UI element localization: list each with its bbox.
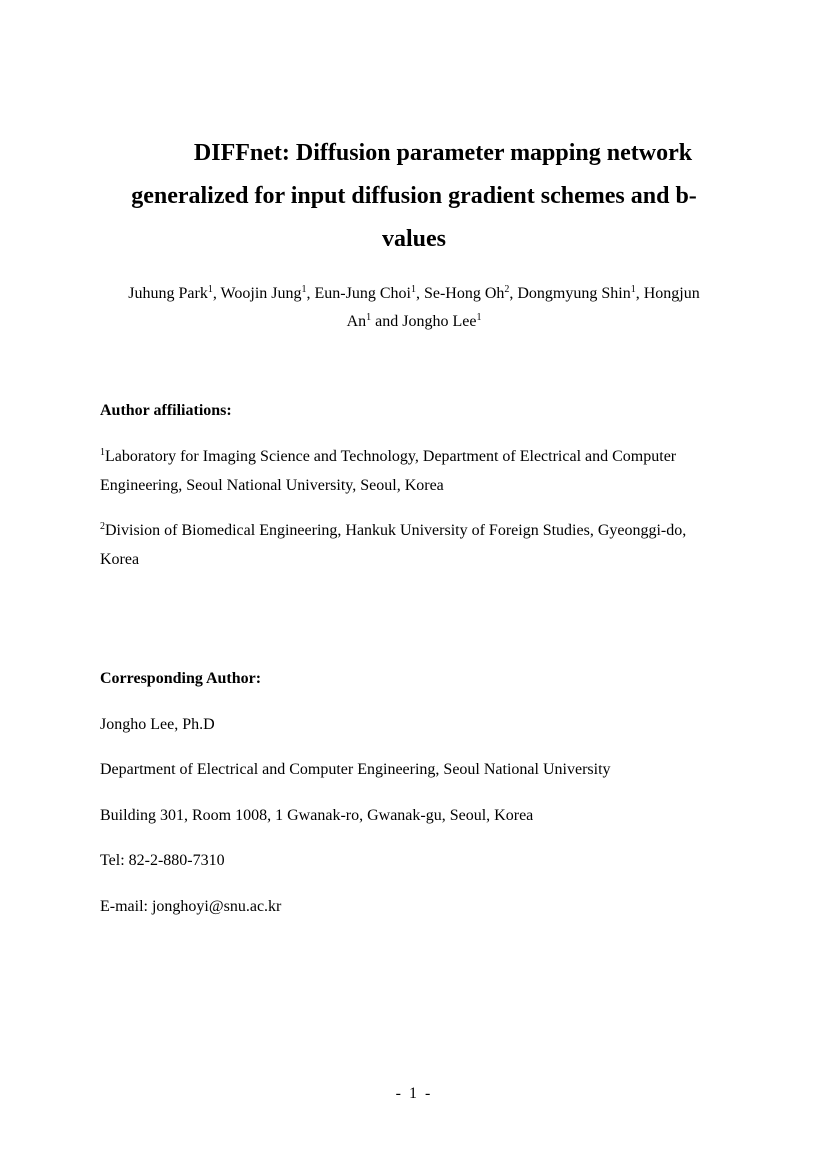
affiliation-1-line-2: Engineering, Seoul National University, Seoul, Korea <box>100 477 444 494</box>
title-line-3: values <box>381 226 446 252</box>
author-name-second-part: An <box>346 313 367 330</box>
author-name: Dongmyung Shin <box>517 285 631 302</box>
author-line-1 <box>100 280 728 308</box>
title-line-1: DIFFnet: Diffusion parameter mapping network <box>193 140 693 166</box>
affiliation-mark: 2 <box>100 521 105 532</box>
author-affiliation-mark: 1 <box>630 284 636 295</box>
title-line-2: generalized for input diffusion gradient schemes and b- <box>131 183 697 209</box>
author-name: Eun-Jung Choi <box>314 285 411 302</box>
author-name: Juhung Park <box>128 285 208 302</box>
author-name-first-part: Hongjun <box>643 285 700 302</box>
affiliation-1-line-1 <box>100 442 728 471</box>
corresponding-author-heading: Corresponding Author: <box>100 670 262 687</box>
author-separator: , <box>212 285 221 302</box>
author-list <box>100 280 728 336</box>
author-separator: , <box>509 285 518 302</box>
affiliation-2-line-1 <box>100 516 728 545</box>
author-name: Se-Hong Oh <box>423 285 505 302</box>
corresponding-author-name: Jongho Lee, Ph.D <box>100 716 215 733</box>
author-separator: , <box>635 285 644 302</box>
affiliation-2-line-2: Korea <box>100 551 140 568</box>
author-affiliation-mark: 1 <box>207 284 213 295</box>
author-affiliation-mark: 1 <box>476 312 482 323</box>
corresponding-author-phone: Tel: 82-2-880-7310 <box>100 852 225 869</box>
author-separator: , <box>306 285 315 302</box>
page-number: - 1 - <box>395 1085 433 1102</box>
affiliation-1-text: Laboratory for Imaging Science and Technology, Department of Electrical and Computer <box>105 448 677 465</box>
author-name: Jongho Lee <box>402 313 477 330</box>
affiliation-2-text: Division of Biomedical Engineering, Hankuk University of Foreign Studies, Gyeonggi-do, <box>105 522 687 539</box>
author-line-2 <box>100 308 728 336</box>
affiliation-mark: 1 <box>100 447 105 458</box>
author-separator: and <box>371 313 403 330</box>
corresponding-author-department: Department of Electrical and Computer Engineering, Seoul National University <box>100 761 611 778</box>
corresponding-author-address: Building 301, Room 1008, 1 Gwanak-ro, Gwanak-gu, Seoul, Korea <box>100 807 534 824</box>
affiliation-1 <box>100 442 728 500</box>
author-affiliation-mark: 1 <box>301 284 307 295</box>
author-affiliation-mark: 1 <box>410 284 416 295</box>
affiliation-2 <box>100 516 728 574</box>
corresponding-author-email: E-mail: jonghoyi@snu.ac.kr <box>100 898 282 915</box>
author-affiliation-mark: 1 <box>366 312 372 323</box>
paper-title <box>100 132 728 261</box>
author-separator: , <box>415 285 424 302</box>
author-name: Woojin Jung <box>220 285 302 302</box>
affiliations-heading: Author affiliations: <box>100 402 232 419</box>
author-affiliation-mark: 2 <box>504 284 510 295</box>
